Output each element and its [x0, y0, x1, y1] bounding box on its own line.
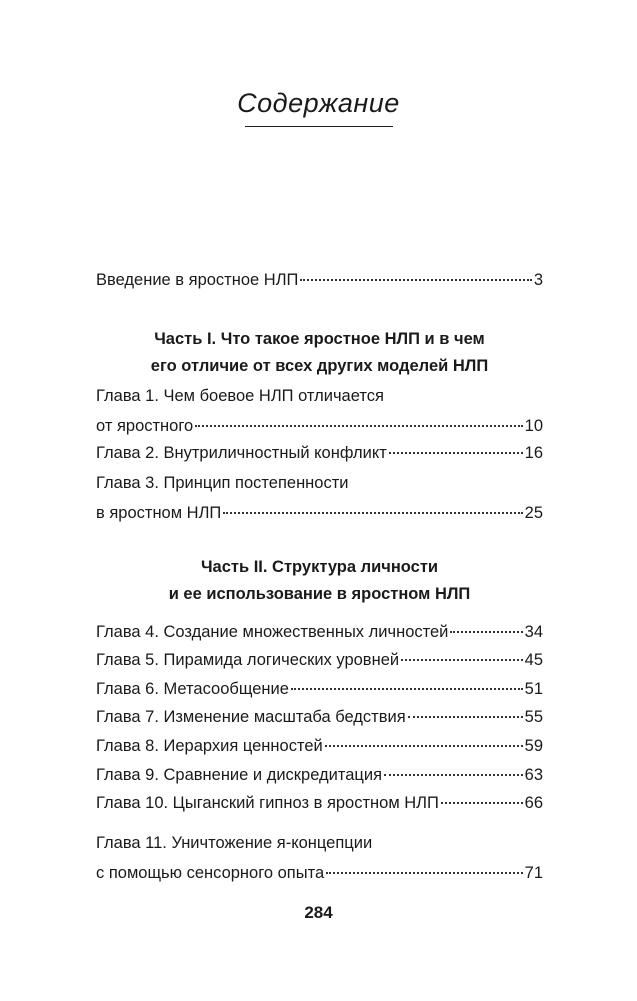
- toc-entry-text: Глава 4. Создание множественных личностей: [96, 623, 449, 641]
- toc-entry-text: с помощью сенсорного опыта: [96, 864, 325, 882]
- dot-leader: [195, 425, 522, 427]
- dot-leader: [450, 631, 522, 633]
- toc-page-number: 59: [524, 737, 543, 755]
- toc-entry-chapter-4: [96, 617, 543, 647]
- toc-entry-text: в яростном НЛП: [96, 504, 222, 522]
- part-heading-line: Часть II. Структура личности: [200, 558, 439, 576]
- part-heading-1: [96, 326, 543, 380]
- toc-page-number: 3: [533, 271, 543, 289]
- toc-entry-text: Глава 3. Принцип постепенности: [96, 474, 349, 492]
- toc-entry-chapter-2: [96, 438, 543, 468]
- part-heading-2: [96, 554, 543, 608]
- dot-leader: [326, 872, 522, 874]
- toc-entry-text: Глава 7. Изменение масштаба бедствия: [96, 708, 406, 726]
- title-underline: [245, 126, 393, 127]
- toc-entry-chapter-3: [96, 468, 543, 528]
- toc-entry-text: Глава 11. Уничтожение я-концепции: [96, 834, 373, 852]
- toc-entry-chapter-6: [96, 674, 543, 704]
- dot-leader: [401, 659, 523, 661]
- toc-entry-chapter-8: [96, 731, 543, 761]
- dot-leader: [389, 452, 523, 454]
- toc-page-number: 25: [524, 504, 543, 522]
- dot-leader: [300, 279, 531, 281]
- toc-page-number: 66: [524, 794, 543, 812]
- toc-entry-chapter-1: [96, 381, 543, 441]
- toc-entry-intro: [96, 265, 543, 295]
- part-heading-line: его отличие от всех других моделей НЛП: [150, 357, 489, 375]
- toc-entry-chapter-9: [96, 760, 543, 790]
- toc-entry-text: Глава 6. Метасообщение: [96, 680, 289, 698]
- toc-page-number: 63: [524, 766, 543, 784]
- part-heading-line: Часть I. Что такое яростное НЛП и в чем: [154, 330, 485, 348]
- page-title: Содержание: [237, 88, 400, 118]
- toc-page-number: 71: [524, 864, 543, 882]
- toc-page-number: 34: [524, 623, 543, 641]
- toc-entry-chapter-7: [96, 702, 543, 732]
- dot-leader: [441, 802, 523, 804]
- folio-page-number: 284: [304, 903, 333, 922]
- toc-entry-text: Глава 10. Цыганский гипноз в яростном НЛП: [96, 794, 439, 812]
- toc-entry-text: Глава 2. Внутриличностный конфликт: [96, 444, 387, 462]
- toc-entry-chapter-11: [96, 828, 543, 888]
- toc-entry-chapter-10: [96, 788, 543, 818]
- dot-leader: [408, 716, 523, 718]
- toc-entry-text: Глава 5. Пирамида логических уровней: [96, 651, 400, 669]
- toc-entry-text: Глава 1. Чем боевое НЛП отличается: [96, 387, 384, 405]
- dot-leader: [384, 774, 523, 776]
- toc-page-number: 45: [524, 651, 543, 669]
- part-heading-line: и ее использование в яростном НЛП: [168, 585, 471, 603]
- toc-page-number: 51: [524, 680, 543, 698]
- toc-page-number: 10: [524, 417, 543, 435]
- dot-leader: [325, 745, 523, 747]
- toc-page-number: 55: [524, 708, 543, 726]
- dot-leader: [291, 688, 523, 690]
- toc-entry-text: Введение в яростное НЛП: [96, 271, 299, 289]
- toc-entry-text: от яростного: [96, 417, 194, 435]
- toc-entry-text: Глава 8. Иерархия ценностей: [96, 737, 323, 755]
- dot-leader: [223, 512, 522, 514]
- toc-entry-chapter-5: [96, 645, 543, 675]
- toc-entry-text: Глава 9. Сравнение и дискредитация: [96, 766, 383, 784]
- toc-page-number: 16: [524, 444, 543, 462]
